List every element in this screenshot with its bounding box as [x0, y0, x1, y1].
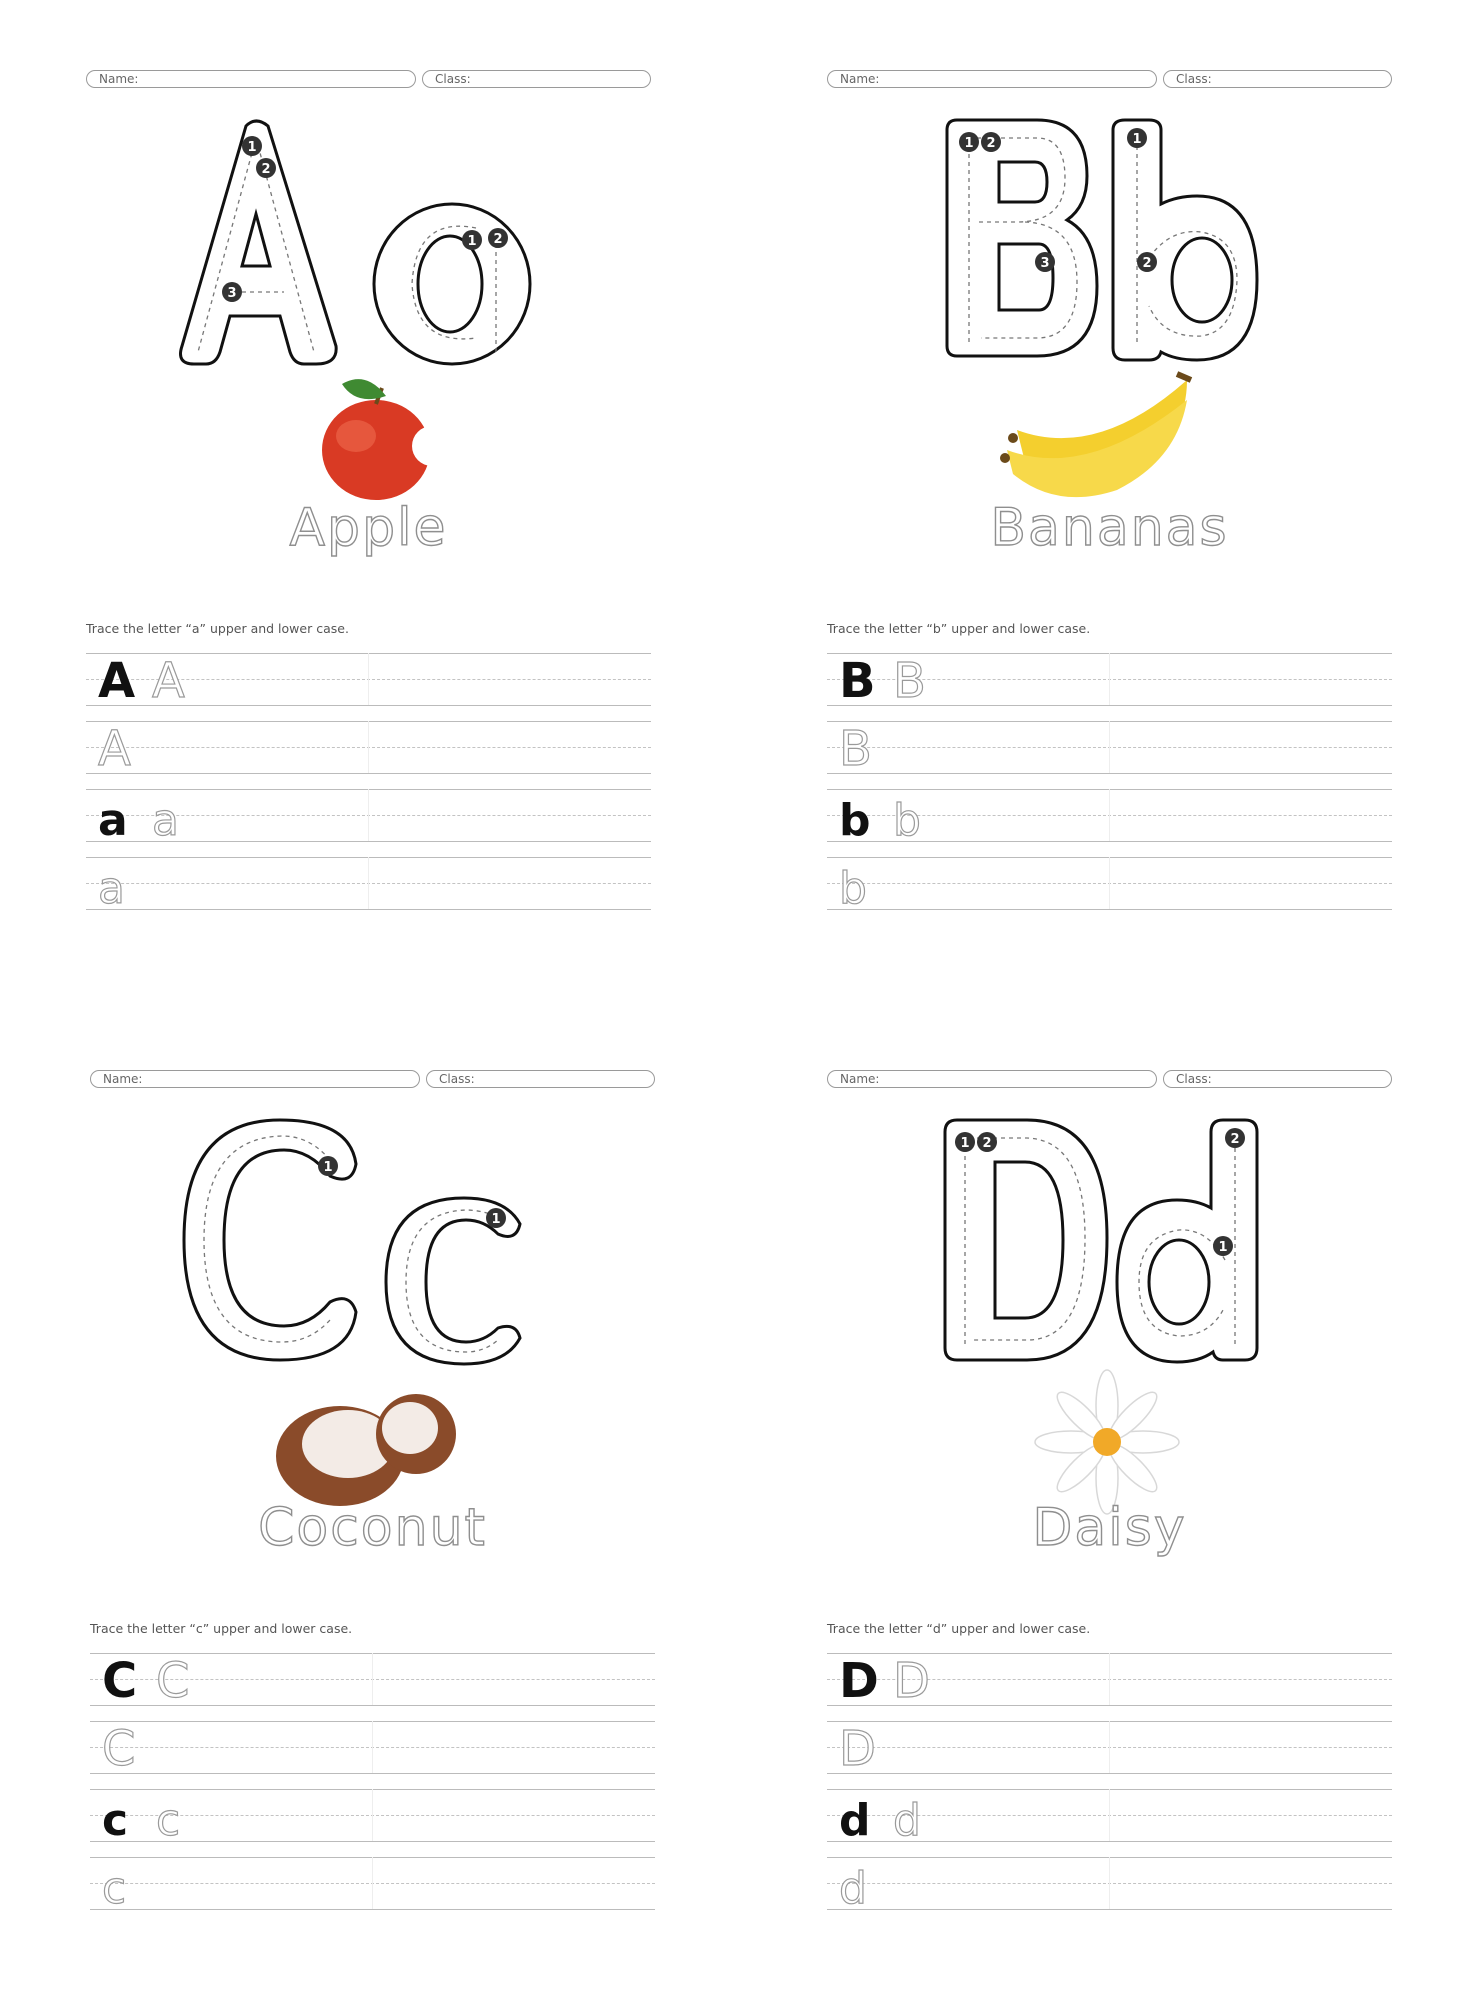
model-letter: A: [98, 653, 136, 709]
tracing-row: [90, 1857, 655, 1914]
example-word: Daisy: [1032, 1498, 1187, 1558]
worksheet-header: [90, 1070, 655, 1092]
tracing-row: [90, 1721, 655, 1777]
svg-text:1: 1: [247, 140, 257, 155]
trace-letter: c: [156, 1795, 181, 1846]
tracing-row: [827, 857, 1392, 914]
svg-text:1: 1: [1132, 132, 1142, 147]
model-letter: d: [839, 1795, 871, 1846]
instruction-text: Trace the letter “b” upper and lower case.: [827, 621, 1091, 636]
trace-letter: B: [839, 721, 872, 777]
trace-letter: C: [102, 1721, 136, 1777]
trace-letter: A: [152, 653, 185, 709]
tracing-row: [827, 721, 1392, 777]
worksheet-panel-d: [827, 1070, 1392, 2000]
model-letter: c: [102, 1795, 129, 1846]
name-field[interactable]: Name:: [827, 70, 1157, 88]
worksheet-header: [827, 70, 1392, 92]
tracing-row: [90, 1789, 655, 1846]
tracing-row: [827, 1653, 1392, 1709]
tracing-row: [90, 1653, 655, 1709]
svg-text:1: 1: [467, 234, 477, 249]
svg-text:2: 2: [982, 1136, 992, 1151]
trace-letter: d: [839, 1863, 867, 1914]
svg-text:2: 2: [986, 136, 996, 151]
trace-letter: B: [893, 653, 926, 709]
svg-text:2: 2: [1142, 256, 1152, 271]
class-field[interactable]: Class:: [422, 70, 651, 88]
svg-text:1: 1: [964, 136, 974, 151]
class-field[interactable]: Class:: [1163, 1070, 1392, 1088]
tracing-lines: [86, 653, 651, 933]
svg-text:3: 3: [1040, 256, 1050, 271]
tracing-row: [86, 653, 651, 709]
trace-letter: c: [102, 1863, 127, 1914]
trace-letter: a: [98, 863, 125, 914]
svg-text:1: 1: [960, 1136, 970, 1151]
class-field[interactable]: Class:: [1163, 70, 1392, 88]
model-letter: D: [839, 1653, 879, 1709]
name-field[interactable]: Name:: [827, 1070, 1157, 1088]
class-field[interactable]: Class:: [426, 1070, 655, 1088]
worksheet-header: [86, 70, 651, 92]
tracing-lines: [90, 1653, 655, 1933]
tracing-lines: [827, 1653, 1392, 1933]
worksheet-panel-a: [86, 70, 651, 1000]
svg-text:3: 3: [227, 286, 237, 301]
trace-letter: D: [893, 1653, 930, 1709]
svg-text:1: 1: [323, 1160, 333, 1175]
model-letter: b: [839, 795, 871, 846]
coconut-icon: [240, 1370, 500, 1510]
letter-tracing-graphic: [917, 1116, 1307, 1366]
letter-tracing-graphic: [176, 116, 566, 366]
example-word: Coconut: [258, 1498, 487, 1558]
trace-letter: a: [152, 795, 179, 846]
instruction-text: Trace the letter “d” upper and lower case.: [827, 1621, 1091, 1636]
model-letter: C: [102, 1653, 138, 1709]
tracing-row: [827, 1789, 1392, 1846]
trace-letter: b: [893, 795, 921, 846]
tracing-lines: [827, 653, 1392, 933]
tracing-row: [86, 789, 651, 846]
tracing-row: [827, 653, 1392, 709]
tracing-row: [86, 721, 651, 777]
model-letter: B: [839, 653, 876, 709]
instruction-text: Trace the letter “c” upper and lower case.: [90, 1621, 353, 1636]
banana-icon: [977, 370, 1237, 510]
tracing-row: [827, 789, 1392, 846]
worksheet-header: [827, 1070, 1392, 1092]
apple-icon: [236, 370, 496, 510]
svg-text:2: 2: [261, 162, 271, 177]
tracing-row: [827, 1721, 1392, 1777]
trace-letter: b: [839, 863, 867, 914]
trace-letter: D: [839, 1721, 876, 1777]
daisy-icon: [977, 1370, 1237, 1510]
tracing-row: [86, 857, 651, 914]
worksheet-panel-c: [90, 1070, 655, 2000]
svg-text:1: 1: [1218, 1240, 1228, 1255]
tracing-row: [827, 1857, 1392, 1914]
letter-tracing-graphic: [917, 116, 1307, 366]
svg-text:1: 1: [491, 1212, 501, 1227]
trace-letter: C: [156, 1653, 190, 1709]
trace-letter: A: [98, 721, 131, 777]
letter-tracing-graphic: [180, 1116, 570, 1366]
trace-letter: d: [893, 1795, 921, 1846]
example-word: Apple: [289, 498, 448, 558]
svg-text:2: 2: [1230, 1132, 1240, 1147]
worksheet-panel-b: [827, 70, 1392, 1000]
model-letter: a: [98, 795, 128, 846]
name-field[interactable]: Name:: [90, 1070, 420, 1088]
example-word: Bananas: [990, 498, 1229, 558]
svg-text:2: 2: [493, 232, 503, 247]
name-field[interactable]: Name:: [86, 70, 416, 88]
instruction-text: Trace the letter “a” upper and lower case.: [86, 621, 349, 636]
